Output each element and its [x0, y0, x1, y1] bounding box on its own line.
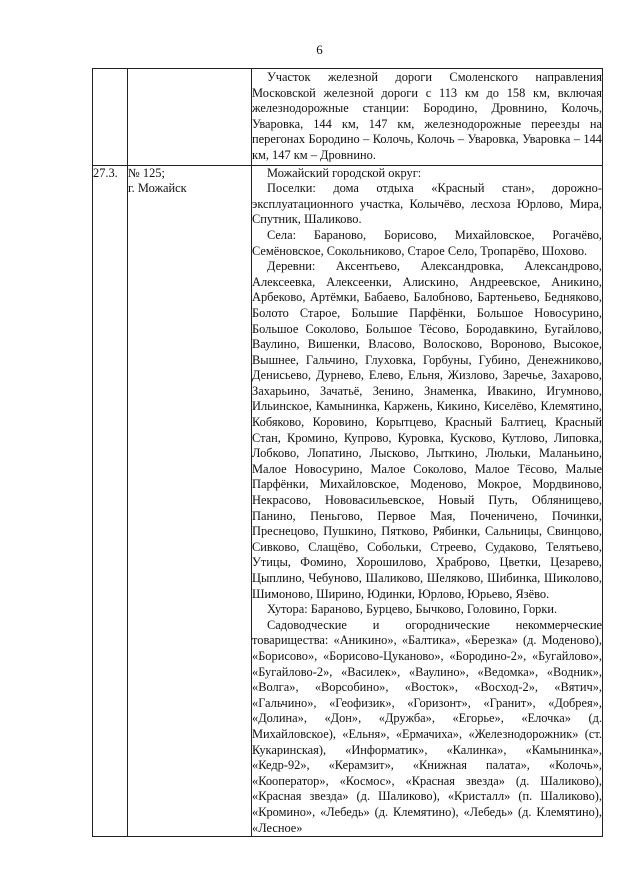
document-table	[92, 68, 603, 837]
villages-paragraph: Села: Бараново, Борисово, Михайловское, Рогачёво, Семёновское, Сокольниково, Старое Село, Тропарёво, Шохово.	[252, 227, 602, 258]
station-number: № 125;	[128, 165, 165, 180]
description-paragraph: Участок железной дороги Смоленского направления Московской железной дороги с 113 км до 158 км, включая железнодорожные станции: Бородино, Дровнино, Колочь, Уваровка, 144 км, 147 км, железнодорожные переезды на перегонах Бородино – Колочь, Колочь – Уваровка, Уваровка – 144 км, 147 км – Дровнино.	[252, 70, 602, 162]
station-city: г. Можайск	[128, 181, 187, 196]
row-number-cell	[93, 69, 128, 166]
table-row	[93, 69, 603, 166]
description-cell	[252, 165, 603, 837]
row-number-cell: 27.3.	[93, 165, 128, 837]
farmsteads-paragraph: Хутора: Бараново, Бурцево, Бычково, Головино, Горки.	[267, 602, 558, 617]
description-cell	[252, 69, 603, 166]
settlements-paragraph: Поселки: дома отдыха «Красный стан», дорожно-эксплуатационного участка, Колычёво, лесхоза Юрлово, Мира, Спутник, Шаликово.	[252, 181, 602, 227]
table-row	[93, 165, 603, 837]
district-heading: Можайский городской округ:	[267, 165, 422, 180]
garden-partnerships-paragraph: Садоводческие и огороднические некоммерческие товарищества: «Аникино», «Балтика», «Березка» (д. Моденово), «Борисово», «Борисово-Цуканово», «Бородино-2», «Бугайлово», «Бугайлово-2», «Василек», «Ваулино», «Ведомка», «Водник», «Волга», «Ворсобино», «Восток», «Восход-2», «Вятич», «Гальчино», «Геофизик», «Горизонт», «Гранит», «Добрея», «Долина», «Дон», «Дружба», «Егорье», «Елочка» (д. Михайловское), «Ельня», «Ермачиха», «Железнодорожник» (ст. Кукаринская), «Информатик», «Калинка», «Камынинка», «Кедр-92», «Керамзит», «Книжная палата», «Колочь», «Кооператор», «Космос», «Красная звезда» (д. Шаликово), «Красная звезда» (д. Шаликово), «Кристалл» (п. Шаликово), «Кромино», «Лебедь» (д. Клемятино), «Лебедь» (д. Клемятино), «Лесное»	[252, 617, 602, 835]
station-cell	[128, 165, 252, 837]
hamlets-paragraph: Деревни: Аксентьево, Александровка, Александрово, Алексеевка, Алексеенки, Алискино, Андреевское, Аникино, Арбеково, Артёмки, Бабаево, Балобново, Бартеньево, Бедняково, Болото Старое, Большие Парфёнки, Большое Новосурино, Большое Соколово, Большое Тёсово, Бородавкино, Бугайлово, Ваулино, Вишенки, Власово, Волосково, Вороново, Высокое, Вышнее, Гальчино, Глуховка, Горбуны, Губино, Денежниково, Денисьево, Дурнево, Елево, Ельня, Жизлово, Заречье, Захарово, Захарьино, Зачатьё, Зенино, Знаменка, Ивакино, Игумново, Ильинское, Камынинка, Каржень, Кикино, Киселёво, Клемятино, Кобяково, Коровино, Корытцево, Красный Балтиец, Красный Стан, Кромино, Купрово, Куровка, Кусково, Кутлово, Липовка, Лобково, Лопатино, Лысково, Лыткино, Люльки, Маланьино, Малое Новосурино, Малое Соколово, Малое Тёсово, Малые Парфёнки, Михайловское, Моденово, Мокрое, Мордвиново, Некрасово, Нововасильевское, Новый Путь, Облянищево, Панино, Пеньгово, Первое Мая, Поченичено, Починки, Преснецово, Пушкино, Пятково, Рябинки, Сальницы, Свинцово, Сивково, Слащёво, Собольки, Стреево, Судаково, Телятьево, Утицы, Фомино, Хорошилово, Храброво, Цветки, Цезарево, Цыплино, Чебуново, Шаликово, Шеляково, Шибинка, Шиколово, Шимоново, Ширино, Юдинки, Юрлово, Юрьево, Язёво.	[252, 259, 602, 601]
station-cell	[128, 69, 252, 166]
page-number: 6	[316, 42, 323, 57]
